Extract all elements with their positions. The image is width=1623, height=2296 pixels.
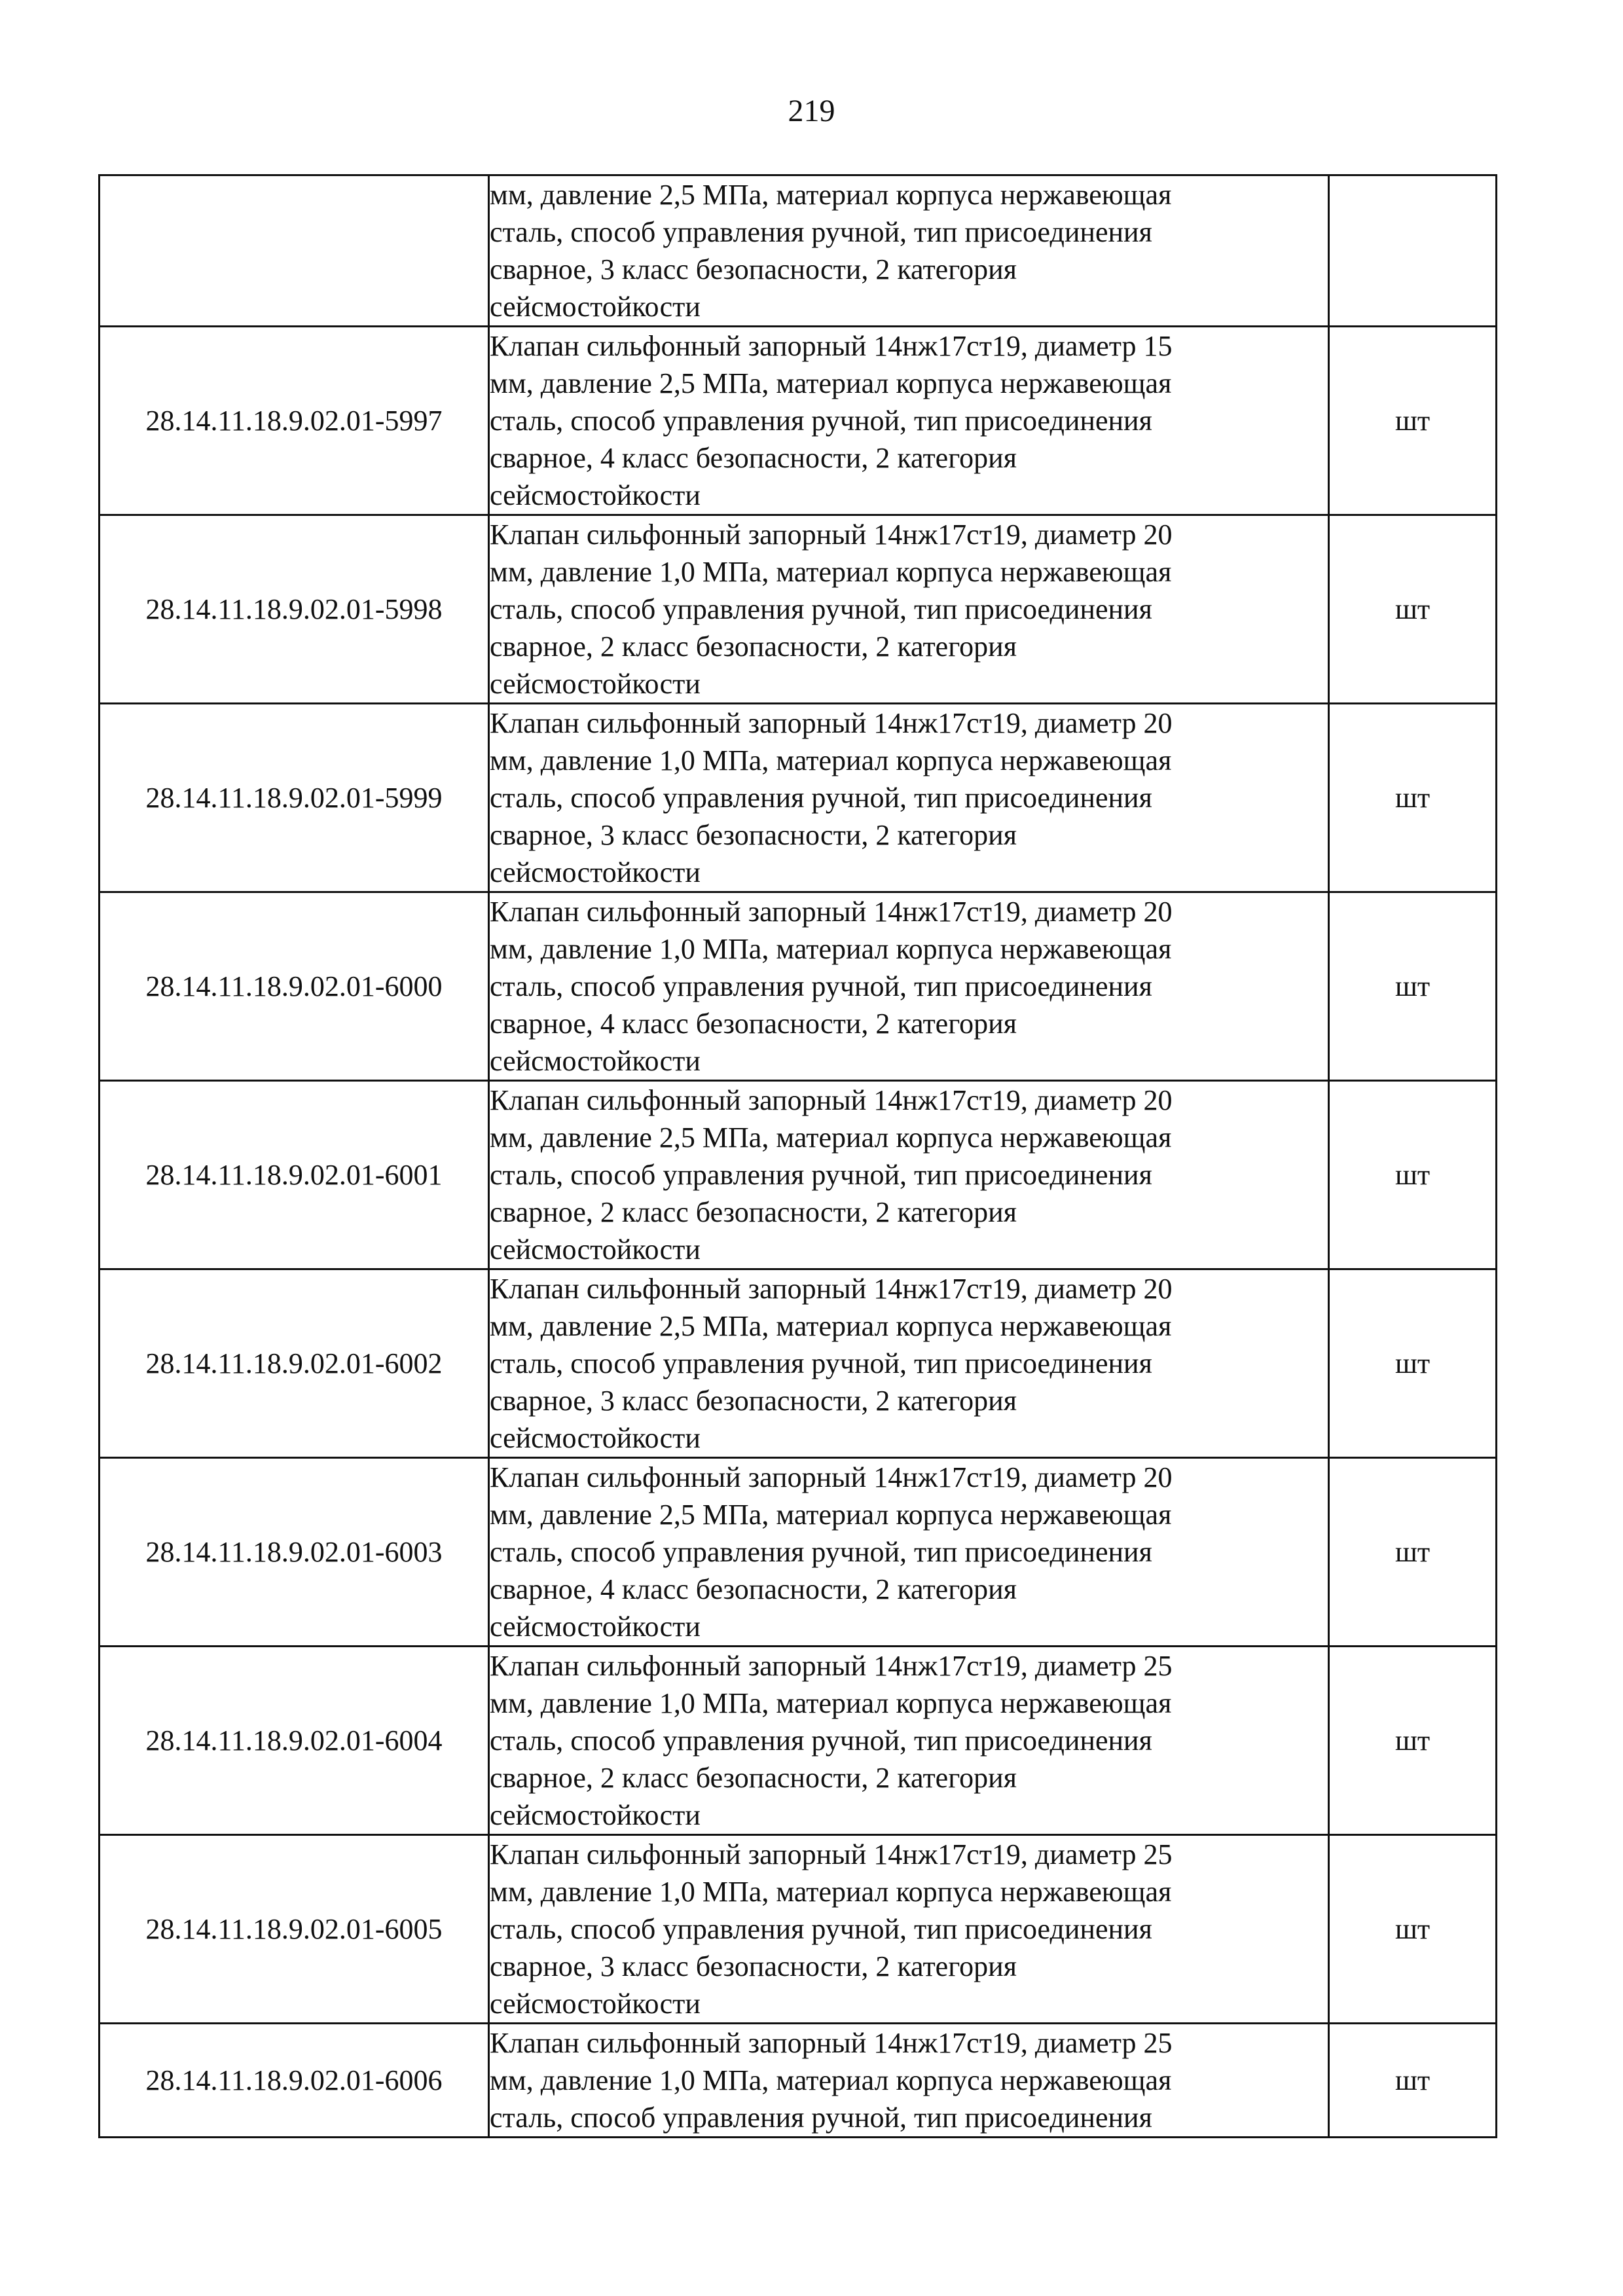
table-row <box>100 327 1497 515</box>
description-line: сейсмостойкости <box>490 1611 701 1643</box>
description-line: мм, давление 1,0 МПа, материал корпуса нержавеющая <box>490 933 1172 965</box>
table-row <box>100 175 1497 327</box>
description-line: сталь, способ управления ручной, тип присоединения <box>490 1347 1152 1379</box>
description-line: сейсмостойкости <box>490 856 701 888</box>
item-unit: шт <box>1329 515 1497 704</box>
description-line: сталь, способ управления ручной, тип присоединения <box>490 405 1152 437</box>
item-unit: шт <box>1329 704 1497 892</box>
item-code <box>100 175 489 327</box>
item-unit: шт <box>1329 1458 1497 1647</box>
description-line: Клапан сильфонный запорный 14нж17ст19, диаметр 25 <box>490 1838 1173 1870</box>
item-description <box>489 1269 1329 1458</box>
description-line: Клапан сильфонный запорный 14нж17ст19, диаметр 20 <box>490 1273 1173 1305</box>
catalog-table <box>98 174 1497 2138</box>
description-line: сварное, 3 класс безопасности, 2 категория <box>490 819 1017 851</box>
description-line: сейсмостойкости <box>490 1422 701 1454</box>
item-description <box>489 2024 1329 2138</box>
description-line: сталь, способ управления ручной, тип присоединения <box>490 1536 1152 1568</box>
item-unit: шт <box>1329 892 1497 1081</box>
description-line: мм, давление 1,0 МПа, материал корпуса нержавеющая <box>490 2064 1172 2096</box>
item-unit: шт <box>1329 1647 1497 1835</box>
item-code: 28.14.11.18.9.02.01-6001 <box>100 1081 489 1269</box>
table-row <box>100 1269 1497 1458</box>
description-line: сварное, 2 класс безопасности, 2 категория <box>490 630 1017 663</box>
description-line: Клапан сильфонный запорный 14нж17ст19, диаметр 20 <box>490 519 1173 551</box>
item-code: 28.14.11.18.9.02.01-5999 <box>100 704 489 892</box>
description-line: сварное, 3 класс безопасности, 2 категория <box>490 1950 1017 1982</box>
description-line: Клапан сильфонный запорный 14нж17ст19, диаметр 25 <box>490 1650 1173 1682</box>
description-line: сейсмостойкости <box>490 1988 701 2020</box>
description-line: сейсмостойкости <box>490 1799 701 1831</box>
description-line: мм, давление 2,5 МПа, материал корпуса нержавеющая <box>490 179 1172 211</box>
description-line: Клапан сильфонный запорный 14нж17ст19, диаметр 20 <box>490 896 1173 928</box>
item-description <box>489 327 1329 515</box>
description-line: сварное, 4 класс безопасности, 2 категория <box>490 442 1017 474</box>
description-line: мм, давление 2,5 МПа, материал корпуса нержавеющая <box>490 367 1172 399</box>
item-unit: шт <box>1329 2024 1497 2138</box>
description-line: Клапан сильфонный запорный 14нж17ст19, диаметр 15 <box>490 330 1173 362</box>
item-description <box>489 892 1329 1081</box>
item-code: 28.14.11.18.9.02.01-6000 <box>100 892 489 1081</box>
table-row <box>100 1647 1497 1835</box>
table-row <box>100 1081 1497 1269</box>
description-line: сталь, способ управления ручной, тип присоединения <box>490 216 1152 248</box>
item-code: 28.14.11.18.9.02.01-6004 <box>100 1647 489 1835</box>
item-code: 28.14.11.18.9.02.01-5998 <box>100 515 489 704</box>
item-description <box>489 1458 1329 1647</box>
item-code: 28.14.11.18.9.02.01-6003 <box>100 1458 489 1647</box>
item-description <box>489 175 1329 327</box>
table-row <box>100 1458 1497 1647</box>
item-unit: шт <box>1329 1269 1497 1458</box>
table-row <box>100 704 1497 892</box>
description-line: мм, давление 1,0 МПа, материал корпуса нержавеющая <box>490 744 1172 776</box>
description-line: сталь, способ управления ручной, тип присоединения <box>490 2102 1152 2134</box>
description-line: сейсмостойкости <box>490 1233 701 1266</box>
table-row <box>100 1835 1497 2024</box>
item-unit: шт <box>1329 1081 1497 1269</box>
description-line: сталь, способ управления ручной, тип присоединения <box>490 1913 1152 1945</box>
item-code: 28.14.11.18.9.02.01-6005 <box>100 1835 489 2024</box>
description-line: мм, давление 2,5 МПа, материал корпуса нержавеющая <box>490 1499 1172 1531</box>
item-description <box>489 704 1329 892</box>
table-row <box>100 2024 1497 2138</box>
item-code: 28.14.11.18.9.02.01-5997 <box>100 327 489 515</box>
description-line: мм, давление 1,0 МПа, материал корпуса нержавеющая <box>490 1687 1172 1719</box>
description-line: сварное, 2 класс безопасности, 2 категория <box>490 1762 1017 1794</box>
description-line: сварное, 4 класс безопасности, 2 категория <box>490 1573 1017 1605</box>
description-line: сталь, способ управления ручной, тип присоединения <box>490 1724 1152 1757</box>
description-line: Клапан сильфонный запорный 14нж17ст19, диаметр 25 <box>490 2027 1173 2059</box>
item-unit <box>1329 175 1497 327</box>
description-line: Клапан сильфонный запорный 14нж17ст19, диаметр 20 <box>490 1084 1173 1116</box>
description-line: сталь, способ управления ручной, тип присоединения <box>490 1159 1152 1191</box>
description-line: мм, давление 2,5 МПа, материал корпуса нержавеющая <box>490 1310 1172 1342</box>
item-description <box>489 515 1329 704</box>
description-line: Клапан сильфонный запорный 14нж17ст19, диаметр 20 <box>490 707 1173 739</box>
description-line: сталь, способ управления ручной, тип присоединения <box>490 782 1152 814</box>
table-row <box>100 515 1497 704</box>
description-line: сейсмостойкости <box>490 668 701 700</box>
item-description <box>489 1835 1329 2024</box>
description-line: сварное, 4 класс безопасности, 2 категория <box>490 1008 1017 1040</box>
description-line: мм, давление 1,0 МПа, материал корпуса нержавеющая <box>490 1876 1172 1908</box>
item-description <box>489 1081 1329 1269</box>
description-line: сталь, способ управления ручной, тип присоединения <box>490 970 1152 1002</box>
description-line: сейсмостойкости <box>490 291 701 323</box>
item-unit: шт <box>1329 327 1497 515</box>
item-unit: шт <box>1329 1835 1497 2024</box>
page-number: 219 <box>788 94 835 128</box>
description-line: мм, давление 1,0 МПа, материал корпуса нержавеющая <box>490 556 1172 588</box>
item-code: 28.14.11.18.9.02.01-6006 <box>100 2024 489 2138</box>
item-code: 28.14.11.18.9.02.01-6002 <box>100 1269 489 1458</box>
item-description <box>489 1647 1329 1835</box>
table-row <box>100 892 1497 1081</box>
description-line: сварное, 3 класс безопасности, 2 категория <box>490 253 1017 285</box>
description-line: сейсмостойкости <box>490 479 701 511</box>
description-line: сейсмостойкости <box>490 1045 701 1077</box>
description-line: сварное, 3 класс безопасности, 2 категория <box>490 1385 1017 1417</box>
description-line: Клапан сильфонный запорный 14нж17ст19, диаметр 20 <box>490 1461 1173 1493</box>
description-line: сталь, способ управления ручной, тип присоединения <box>490 593 1152 625</box>
description-line: мм, давление 2,5 МПа, материал корпуса нержавеющая <box>490 1121 1172 1154</box>
description-line: сварное, 2 класс безопасности, 2 категория <box>490 1196 1017 1228</box>
